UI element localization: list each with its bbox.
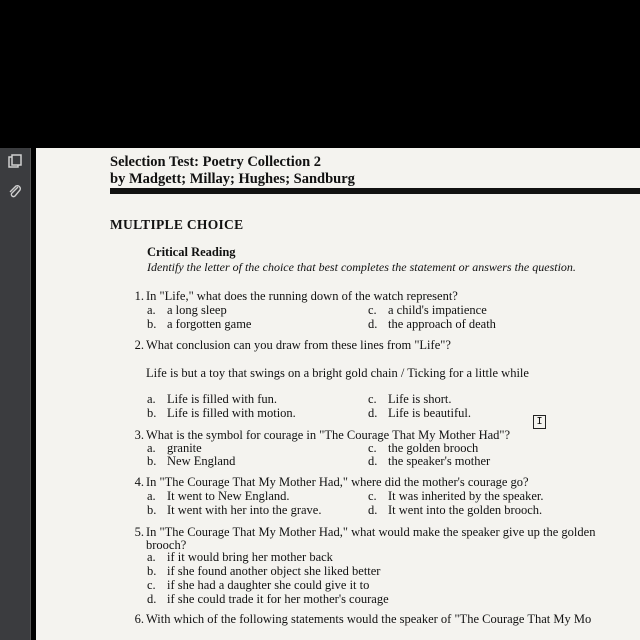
question-number: 5.: [134, 525, 144, 539]
option-b: b. if she found another object she liked better: [147, 564, 381, 578]
document-page: [36, 148, 640, 640]
option-c: c. the golden brooch: [368, 441, 479, 455]
question-number: 3.: [134, 428, 144, 442]
option-d: d. the approach of death: [368, 317, 496, 331]
question-text: With which of the following statements would the speaker of "The Courage That My Mo: [146, 612, 592, 626]
option-c: c. a child's impatience: [368, 303, 487, 317]
option-d: d. if she could trade it for her mother's courage: [147, 592, 389, 606]
option-a: a. granite: [147, 441, 202, 455]
title-line-2: by Madgett; Millay; Hughes; Sandburg: [110, 171, 355, 187]
option-b: b. It went with her into the grave.: [147, 503, 322, 517]
question-text: In "The Courage That My Mother Had," where did the mother's courage go?: [146, 475, 529, 489]
option-c: c. It was inherited by the speaker.: [368, 489, 544, 503]
question-number: 4.: [134, 475, 144, 489]
title-rule: [110, 188, 640, 194]
section-heading: MULTIPLE CHOICE: [110, 217, 244, 232]
option-d: d. the speaker's mother: [368, 454, 491, 468]
pages-icon[interactable]: [8, 154, 22, 168]
question-number: 1.: [134, 289, 144, 303]
question-text-line-2: brooch?: [146, 538, 187, 552]
question-text: What conclusion can you draw from these lines from "Life"?: [146, 338, 451, 352]
option-b: b. Life is filled with motion.: [147, 406, 296, 420]
title-line-1: Selection Test: Poetry Collection 2: [110, 154, 322, 170]
option-c: c. Life is short.: [368, 392, 452, 406]
viewer-sidebar: [0, 148, 31, 640]
question-text-line-1: In "The Courage That My Mother Had," what would make the speaker give up the golden: [146, 525, 596, 539]
option-b: b. a forgotten game: [147, 317, 252, 331]
option-b: b. New England: [147, 454, 236, 468]
question-number: 6.: [134, 612, 144, 626]
question-number: 2.: [134, 338, 144, 352]
test-title: [110, 154, 355, 188]
option-a: a. Life is filled with fun.: [147, 392, 278, 406]
question-text: In "Life," what does the running down of the watch represent?: [146, 289, 458, 303]
option-d: d. Life is beautiful.: [368, 406, 471, 420]
option-a: a. It went to New England.: [147, 489, 290, 503]
attachment-icon[interactable]: [8, 184, 22, 198]
option-d: d. It went into the golden brooch.: [368, 503, 543, 517]
poem-quote: Life is but a toy that swings on a bright gold chain / Ticking for a little while: [146, 366, 529, 380]
text-cursor-icon: I: [533, 415, 546, 429]
subsection-heading: Critical Reading: [147, 245, 236, 259]
option-a: a. if it would bring her mother back: [147, 550, 333, 564]
option-c: c. if she had a daughter she could give it to: [147, 578, 370, 592]
option-a: a. a long sleep: [147, 303, 227, 317]
question-text: What is the symbol for courage in "The Courage That My Mother Had"?: [146, 428, 511, 442]
pdf-viewer: [0, 148, 640, 640]
instructions: Identify the letter of the choice that best completes the statement or answers the question.: [147, 260, 576, 274]
